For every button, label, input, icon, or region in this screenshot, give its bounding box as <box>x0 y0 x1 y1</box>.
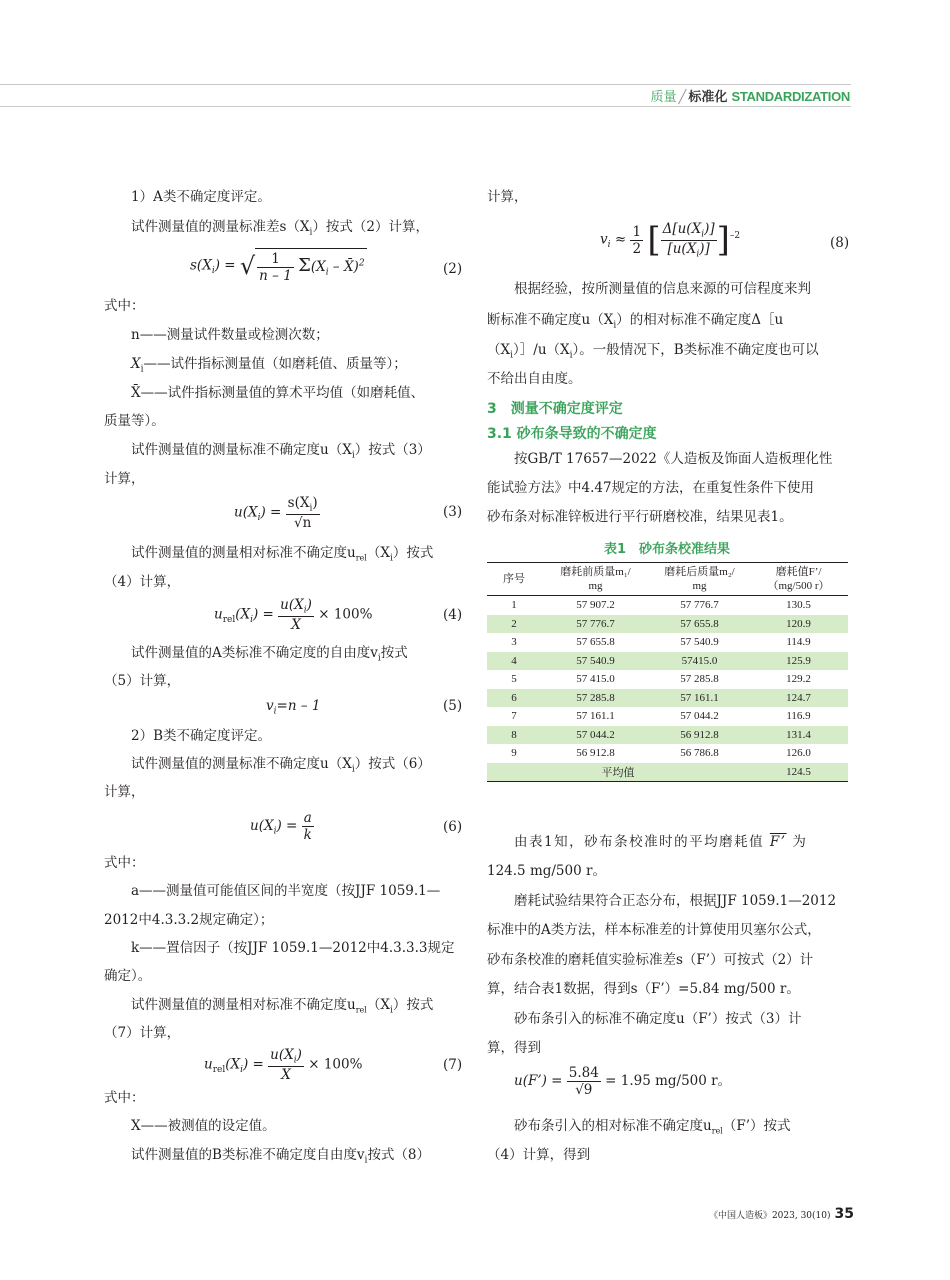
para-method: 按GB/T 17657—2022《人造板及饰面人造板理化性 <box>514 451 833 467</box>
para-normal-dist-2: 标准中的A类方法，样本标准差的计算使用贝塞尔公式， <box>487 922 821 938</box>
para-normal-dist-4: 算，结合表1数据，得到s（F’）=5.84 mg/500 r。 <box>487 981 800 997</box>
para-method-3: 砂布条对标准锌板进行平行研磨校准，结果见表1。 <box>487 509 793 525</box>
para-experience-4: 不给出自由度。 <box>487 371 582 387</box>
para-dof: 试件测量值的A类标准不确定度的自由度$v_i$按式 <box>131 645 408 664</box>
para-rel-uncert: 试件测量值的测量相对标准不确定度$u_{rel}(X_i)$按式 <box>131 545 434 564</box>
para-b-rel-cont: （7）计算， <box>104 1025 181 1041</box>
para-abrasive-uncert-2: 算，得到 <box>487 1040 541 1056</box>
def-x: X——被测值的设定值。 <box>131 1118 276 1134</box>
para-rel-uncert-cont: （4）计算， <box>104 574 181 590</box>
page-footer <box>709 1206 854 1222</box>
col-header-mass-before: 磨耗前质量m₁/ mg <box>541 563 650 596</box>
table-row: 8 57 044.2 56 912.8 131.4 <box>487 726 848 745</box>
para-b-dof: 试件测量值的B类标准不确定度自由度$v_i$按式（8） <box>131 1147 431 1166</box>
para-calc: 计算， <box>487 189 528 205</box>
para-experience-3: $(X_i)]/u(X_i)$。一般情况下，B类标准不确定度也可以 <box>487 342 819 361</box>
para-abrasive-rel-2: （4）计算，得到 <box>487 1147 591 1163</box>
equation-2: $s(X_i)$ = √ $\frac{1}{n - 1}$ $\Sigma(X_i$ – X̄)$^2$ <box>190 248 367 284</box>
average-label: 平均值 <box>487 763 749 782</box>
table-row: 2 57 776.7 57 655.8 120.9 <box>487 615 848 634</box>
para-avg-result-2: 124.5 mg/500 r。 <box>487 863 606 879</box>
def-a: a——测量值可能值区间的半宽度（按JJF 1059.1— <box>131 883 441 899</box>
where-label-2: 式中： <box>104 855 145 871</box>
def-k: k——置信因子（按JJF 1059.1—2012中4.3.3.3规定 <box>131 940 455 956</box>
def-a-cont: 2012中4.3.3.2规定确定）； <box>104 912 274 928</box>
col-header-wear: 磨耗值F’/ （mg/500 r） <box>749 563 848 596</box>
para-dof-cont: （5）计算， <box>104 673 181 689</box>
journal-citation: 《中国人造板》2023, 30(10) <box>708 1211 831 1221</box>
def-xbar: X̄——试件指标测量值的算术平均值（如磨耗值、 <box>131 385 425 401</box>
equation-3-number: (3) <box>443 504 463 520</box>
calibration-table <box>487 562 848 782</box>
def-xi: $X_i——$试件指标测量值（如磨耗值、质量等）； <box>131 356 407 375</box>
table-row: 4 57 540.9 57415.0 125.9 <box>487 652 848 671</box>
average-value: 124.5 <box>749 763 848 782</box>
equation-6: $u(X_i)$ = $\frac{a}{k}$ <box>250 810 312 843</box>
para-avg-result: 由表1知，砂布条校准时的平均磨耗值 F’ 为 <box>514 834 808 850</box>
col-header-index: 序号 <box>487 563 541 596</box>
table-row: 7 57 161.1 57 044.2 116.9 <box>511 710 811 723</box>
equation-5: $v_i=n - 1$ <box>266 698 321 717</box>
table-row: 1 57 907.2 57 776.7 130.5 <box>511 599 811 612</box>
table-row: 6 57 285.8 57 161.1 124.7 <box>487 689 848 708</box>
running-header: 质量 ╱ 标准化 STANDARDIZATION <box>650 89 850 105</box>
where-label-3: 式中： <box>104 1090 145 1106</box>
equation-7-number: (7) <box>443 1057 463 1073</box>
para-b-type: 2）B类不确定度评定。 <box>131 728 272 744</box>
para-std-uncert-cont: 计算， <box>104 471 145 487</box>
def-xbar-cont: 质量等）。 <box>104 413 165 429</box>
equation-2-number: (2) <box>443 261 463 277</box>
para-method-2: 能试验方法》中4.47规定的方法，在重复性条件下使用 <box>487 480 815 496</box>
para-experience-2: 断标准不确定度$u(X_i)$的相对标准不确定度Δ［u <box>487 312 784 331</box>
def-k-cont: 确定）。 <box>104 968 152 984</box>
header-category: 标准化 <box>688 90 728 105</box>
equation-7: $u_{rel}(X_i)$ = $\frac{u(X_i)}{X}$ × 100% <box>204 1047 363 1083</box>
para-normal-dist: 磨耗试验结果符合正态分布，根据JJF 1059.1—2012 <box>514 893 837 909</box>
section-heading-3: 3 测量不确定度评定 <box>487 401 623 417</box>
para-b-rel: 试件测量值的测量相对标准不确定度$u_{rel}(X_i)$按式 <box>131 997 434 1016</box>
para-a-type: 1）A类不确定度评定。 <box>131 189 271 205</box>
page-number: 35 <box>834 1206 854 1222</box>
para-experience: 根据经验，按所测量值的信息来源的可信程度来判 <box>514 281 811 297</box>
para-abrasive-uncert: 砂布条引入的标准不确定度u（F’）按式（3）计 <box>514 1011 802 1027</box>
para-abrasive-rel: 砂布条引入的相对标准不确定度$u_{rel}(F’)$按式 <box>514 1118 791 1136</box>
table-row: 9 56 912.8 56 786.8 126.0 <box>511 747 811 760</box>
equation-4: $u_{rel}(X_i)$ = $\frac{u(X_i)}{X̄}$ × 100% <box>214 597 373 633</box>
equation-4-number: (4) <box>443 607 463 623</box>
header-brand: STANDARDIZATION <box>731 89 850 104</box>
equation-8: $v_i$ ≈ $\frac{1}{2}$ [ $\frac{\Delta[u(X_i)]}{[u(X_i)]}$ ]$^{-2}$ <box>600 220 741 260</box>
section-heading-3-1: 3.1 砂布条导致的不确定度 <box>487 426 657 442</box>
para-normal-dist-3: 砂布条校准的磨耗值实验标准差s（F’）可按式（2）计 <box>487 952 814 968</box>
header-rule-bottom <box>0 106 851 107</box>
equation-8-number: (8) <box>830 235 850 251</box>
para-b-std: 试件测量值的测量标准不确定度$u(X_i)$按式（6） <box>131 756 431 775</box>
header-rule-top <box>0 84 851 85</box>
table-row: 5 57 415.0 57 285.8 129.2 <box>511 673 811 686</box>
para-b-std-cont: 计算， <box>104 784 145 800</box>
equation-6-number: (6) <box>443 819 463 835</box>
para-std-dev: 试件测量值的测量标准差$s(X_i)$按式（2）计算， <box>131 219 430 238</box>
table-average-row <box>487 763 848 782</box>
table-row: 3 57 655.8 57 540.9 114.9 <box>511 636 811 649</box>
def-n: n——测量试件数量或检测次数； <box>131 327 329 343</box>
equation-5-number: (5) <box>443 698 463 714</box>
table-title: 表1 砂布条校准结果 <box>604 542 731 557</box>
equation-f: u(F’) = $\frac{5.84}{√9}$ = 1.95 mg/500 r。 <box>514 1065 732 1098</box>
header-section: 质量 <box>650 90 677 105</box>
para-std-uncert: 试件测量值的测量标准不确定度$u(X_i)$按式（3） <box>131 442 431 461</box>
table-header-row <box>487 563 848 596</box>
where-label-1: 式中： <box>104 298 145 314</box>
equation-3: $u(X_i)$ = $\frac{s(X_i)}{√n}$ <box>234 495 318 531</box>
col-header-mass-after: 磨耗后质量m₂/ mg <box>650 563 749 596</box>
